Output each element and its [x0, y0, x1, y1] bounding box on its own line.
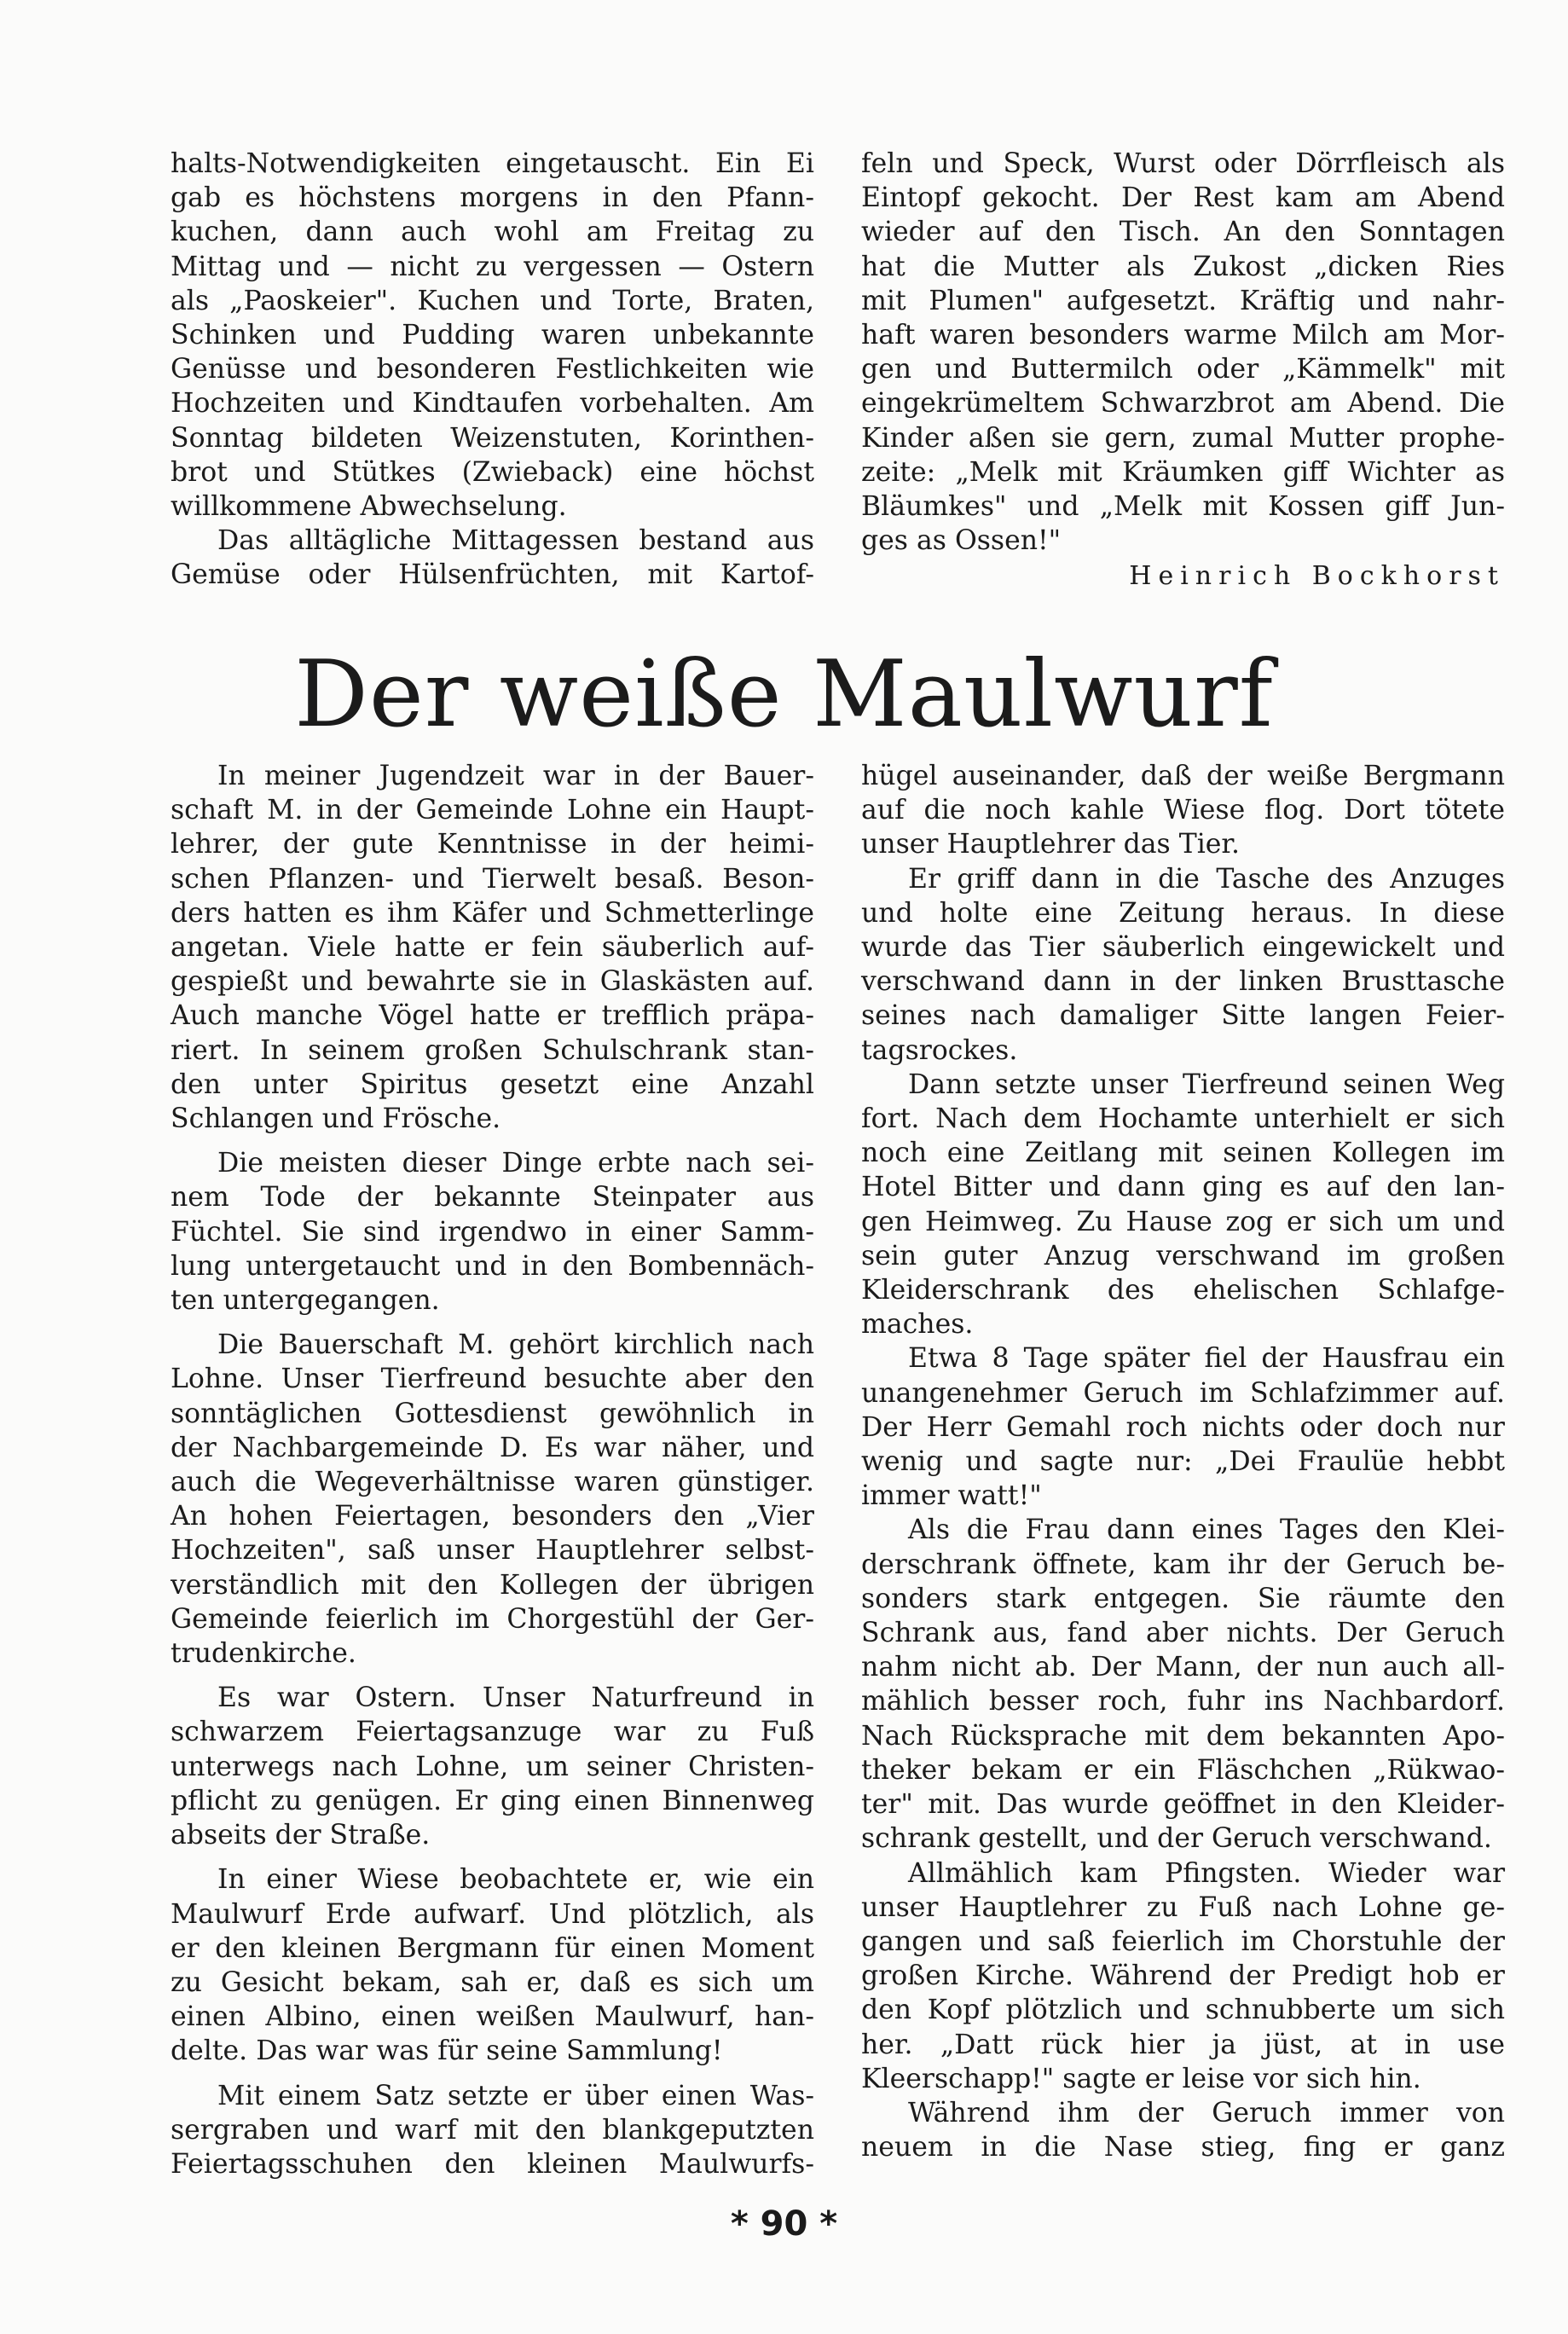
- text-line: ders hatten es ihm Käfer und Schmetterlinge: [171, 897, 814, 929]
- text-line: Mittag und — nicht zu vergessen — Ostern: [171, 251, 814, 282]
- text-line: der Nachbargemeinde D. Es war näher, und: [171, 1432, 814, 1463]
- text-line: Schrank aus, fand aber nichts. Der Geruch: [861, 1618, 1505, 1649]
- text-line: gen und Buttermilch oder „Kämmelk" mit: [861, 354, 1505, 385]
- text-line: tagsrockes.: [861, 1034, 1018, 1066]
- text-line: Kinder aßen sie gern, zumal Mutter prophe-: [861, 422, 1505, 454]
- text-line: Kleerschapp!" sagte er leise vor sich hin.: [861, 2063, 1421, 2094]
- text-line: Als die Frau dann eines Tages den Klei-: [908, 1514, 1505, 1546]
- text-line: zu Gesicht bekam, sah er, daß es sich um: [171, 1966, 814, 1998]
- text-line: Schinken und Pudding waren unbekannte: [171, 320, 814, 351]
- text-line: Schlangen und Frösche.: [171, 1103, 501, 1135]
- text-line: brot und Stütkes (Zwieback) eine höchst: [171, 456, 814, 488]
- text-line: kuchen, dann auch wohl am Freitag zu: [171, 217, 814, 248]
- text-line: gen Heimweg. Zu Hause zog er sich um und: [861, 1206, 1505, 1237]
- text-line: schwarzem Feiertagsanzuge war zu Fuß: [171, 1717, 814, 1748]
- text-line: In meiner Jugendzeit war in der Bauer-: [217, 761, 814, 791]
- text-line: eingekrümeltem Schwarzbrot am Abend. Die: [861, 388, 1505, 420]
- text-line: Genüsse und besonderen Festlichkeiten wie: [171, 354, 814, 385]
- text-line: auf die noch kahle Wiese flog. Dort tötete: [861, 795, 1505, 826]
- text-line: Auch manche Vögel hatte er trefflich präpa-: [171, 1000, 814, 1032]
- text-line: unterwegs nach Lohne, um seiner Christen-: [171, 1751, 814, 1782]
- text-line: schen Pflanzen- und Tierwelt besaß. Beson-: [171, 863, 814, 895]
- text-line: zeite: „Melk mit Kräumken giff Wichter as: [861, 456, 1505, 488]
- text-line: her. „Datt rück hier ja jüst, at in use: [861, 2029, 1505, 2060]
- text-line: nahm nicht ab. Der Mann, der nun auch all-: [861, 1652, 1505, 1683]
- text-line: Eintopf gekocht. Der Rest kam am Abend: [861, 182, 1505, 214]
- text-line: hügel auseinander, daß der weiße Bergmann: [861, 761, 1505, 791]
- page-number: * 90 *: [730, 2204, 838, 2244]
- text-line: Die meisten dieser Dinge erbte nach sei-: [217, 1148, 814, 1179]
- text-line: und holte eine Zeitung heraus. In diese: [861, 897, 1505, 929]
- text-line: verschwand dann in der linken Brusttasche: [861, 966, 1505, 998]
- text-line: haft waren besonders warme Milch am Mor-: [861, 320, 1505, 351]
- text-line: seines nach damaliger Sitte langen Feier-: [861, 1000, 1505, 1032]
- text-line: ges as Ossen!": [861, 525, 1062, 557]
- text-line: sonders stark entgegen. Sie räumte den: [861, 1583, 1505, 1614]
- text-line: unangenehmer Geruch im Schlafzimmer auf.: [861, 1377, 1505, 1409]
- text-line: Während ihm der Geruch immer von: [908, 2097, 1505, 2128]
- text-line: wieder auf den Tisch. An den Sonntagen: [861, 217, 1505, 248]
- text-line: er den kleinen Bergmann für einen Moment: [171, 1932, 814, 1964]
- text-line: gab es höchstens morgens in den Pfann-: [171, 182, 814, 214]
- author-signature: Heinrich Bockhorst: [1129, 561, 1505, 591]
- text-line: Er griff dann in die Tasche des Anzuges: [908, 863, 1505, 895]
- text-line: den unter Spiritus gesetzt eine Anzahl: [171, 1069, 814, 1100]
- text-line: als „Paoskeier". Kuchen und Torte, Braten,: [171, 285, 814, 316]
- text-line: fort. Nach dem Hochamte unterhielt er sich: [861, 1103, 1505, 1135]
- text-line: Es war Ostern. Unser Naturfreund in: [217, 1682, 814, 1714]
- text-line: lung untergetaucht und in den Bombennäch-: [171, 1250, 814, 1282]
- text-line: unser Hauptlehrer das Tier.: [861, 829, 1241, 860]
- text-line: Lohne. Unser Tierfreund besuchte aber den: [171, 1364, 814, 1395]
- text-line: theker bekam er ein Fläschchen „Rükwao-: [861, 1754, 1505, 1786]
- text-line: gespießt und bewahrte sie in Glaskästen auf.: [171, 966, 814, 998]
- text-line: immer watt!": [861, 1480, 1042, 1512]
- text-line: sein guter Anzug verschwand im großen: [861, 1240, 1505, 1271]
- text-line: sonntäglichen Gottesdienst gewöhnlich in: [171, 1398, 814, 1429]
- text-line: den Kopf plötzlich und schnubberte um sich: [861, 1995, 1505, 2026]
- text-line: wenig und sagte nur: „Dei Fraulüe hebbt: [861, 1446, 1505, 1478]
- text-line: trudenkirche.: [171, 1638, 356, 1670]
- text-line: Hochzeiten", saß unser Hauptlehrer selbst-: [171, 1535, 814, 1567]
- text-line: neuem in die Nase stieg, fing er ganz: [861, 2132, 1505, 2163]
- text-line: Mit einem Satz setzte er über einen Was-: [217, 2080, 814, 2111]
- text-line: nem Tode der bekannte Steinpater aus: [171, 1182, 814, 1213]
- text-line: Der Herr Gemahl roch nichts oder doch nur: [861, 1411, 1505, 1443]
- text-line: einen Albino, einen weißen Maulwurf, han-: [171, 2001, 814, 2033]
- text-line: ter" mit. Das wurde geöffnet in den Kleider-: [861, 1789, 1505, 1821]
- text-line: Maulwurf Erde aufwarf. Und plötzlich, als: [171, 1898, 814, 1930]
- text-line: sergraben und warf mit den blankgeputzten: [171, 2114, 814, 2146]
- text-line: halts-Notwendigkeiten eingetauscht. Ein Ei: [171, 148, 814, 179]
- text-line: delte. Das war was für seine Sammlung!: [171, 2036, 723, 2067]
- text-line: wurde das Tier säuberlich eingewickelt und: [861, 932, 1505, 964]
- text-line: mählich besser roch, fuhr ins Nachbardorf.: [861, 1686, 1505, 1717]
- text-line: maches.: [861, 1309, 974, 1341]
- text-line: Dann setzte unser Tierfreund seinen Weg: [908, 1069, 1505, 1100]
- text-line: Kleiderschrank des ehelischen Schlafge-: [861, 1275, 1505, 1306]
- text-line: schaft M. in der Gemeinde Lohne ein Haupt-: [171, 795, 814, 826]
- text-line: Sonntag bildeten Weizenstuten, Korinthen-: [171, 422, 814, 454]
- text-line: abseits der Straße.: [171, 1820, 431, 1851]
- text-line: pflicht zu genügen. Er ging einen Binnenweg: [171, 1785, 814, 1816]
- text-line: hat die Mutter als Zukost „dicken Ries: [861, 251, 1505, 282]
- body-right-column: [861, 759, 1505, 2164]
- body-left-column: [171, 759, 814, 2181]
- text-line: gangen und saß feierlich im Chorstuhle der: [861, 1926, 1505, 1957]
- text-line: ten untergegangen.: [171, 1285, 440, 1317]
- text-line: Die Bauerschaft M. gehört kirchlich nach: [217, 1329, 814, 1361]
- article-title: Der weiße Maulwurf: [294, 641, 1274, 748]
- top-left-column: [171, 147, 814, 593]
- text-line: Füchtel. Sie sind irgendwo in einer Samm-: [171, 1216, 814, 1248]
- top-right-column: [861, 147, 1505, 558]
- text-line: Hochzeiten und Kindtaufen vorbehalten. Am: [171, 388, 814, 420]
- text-line: Nach Rücksprache mit dem bekannten Apo-: [861, 1720, 1505, 1752]
- text-line: Das alltägliche Mittagessen bestand aus: [217, 525, 814, 557]
- text-line: angetan. Viele hatte er fein säuberlich auf-: [171, 932, 814, 964]
- text-line: Etwa 8 Tage später fiel der Hausfrau ein: [908, 1343, 1505, 1375]
- text-line: noch eine Zeitlang mit seinen Kollegen im: [861, 1138, 1505, 1169]
- text-line: feln und Speck, Wurst oder Dörrfleisch als: [861, 148, 1505, 179]
- text-line: mit Plumen" aufgesetzt. Kräftig und nahr-: [861, 285, 1505, 316]
- text-line: In einer Wiese beobachtete er, wie ein: [217, 1864, 814, 1896]
- text-line: Feiertagsschuhen den kleinen Maulwurfs-: [171, 2148, 814, 2180]
- text-line: Hotel Bitter und dann ging es auf den lan-: [861, 1172, 1505, 1203]
- text-line: schrank gestellt, und der Geruch verschwand.: [861, 1823, 1492, 1855]
- text-line: An hohen Feiertagen, besonders den „Vier: [171, 1501, 814, 1532]
- text-line: auch die Wegeverhältnisse waren günstiger.: [171, 1467, 814, 1498]
- text-line: großen Kirche. Während der Predigt hob er: [861, 1960, 1505, 1992]
- text-line: willkommene Abwechselung.: [171, 491, 567, 523]
- text-line: Allmählich kam Pfingsten. Wieder war: [908, 1857, 1505, 1889]
- text-line: derschrank öffnete, kam ihr der Geruch be-: [861, 1549, 1505, 1580]
- text-line: Gemüse oder Hülsenfrüchten, mit Kartof-: [171, 559, 814, 591]
- text-line: Gemeinde feierlich im Chorgestühl der Ger-: [171, 1603, 814, 1635]
- text-line: unser Hauptlehrer zu Fuß nach Lohne ge-: [861, 1891, 1505, 1923]
- text-line: verständlich mit den Kollegen der übrigen: [171, 1569, 814, 1601]
- text-line: Bläumkes" und „Melk mit Kossen giff Jun-: [861, 491, 1505, 523]
- text-line: lehrer, der gute Kenntnisse in der heimi-: [171, 829, 814, 860]
- text-line: riert. In seinem großen Schulschrank stan-: [171, 1034, 814, 1066]
